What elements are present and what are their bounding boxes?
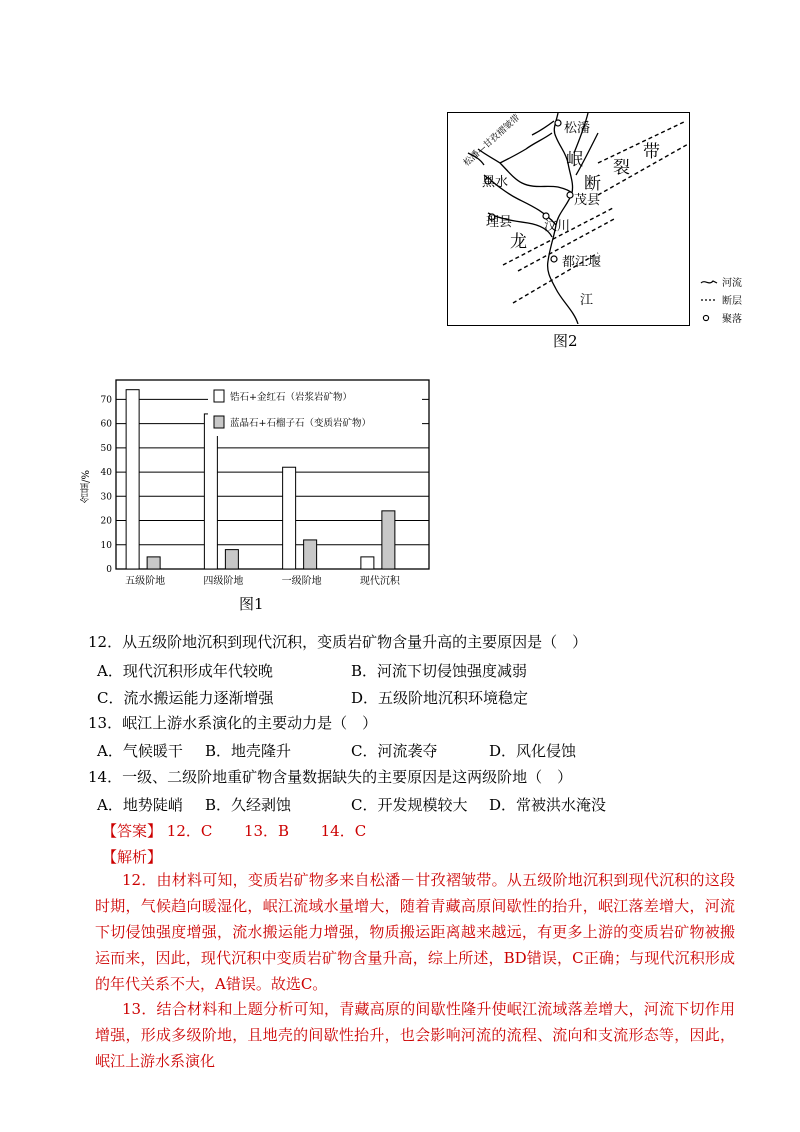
bar-metamorphic <box>304 540 317 569</box>
map-label-jiang: 江 <box>580 293 594 308</box>
question-14-option-a: A．地势陡峭 <box>97 796 183 814</box>
x-tick-label: 五级阶地 <box>125 576 166 587</box>
x-tick-label: 四级阶地 <box>203 576 244 587</box>
question-12-stem: 12．从五级阶地沉积到现代沉积，变质岩矿物含量升高的主要原因是（ ） <box>88 633 588 651</box>
chart-ylabel: 含量/% <box>81 470 92 503</box>
fault-lines <box>503 121 688 303</box>
analysis-paragraph-13: 13．结合材料和上题分析可知，青藏高原的间歇性隆升使岷江流域落差增大，河流下切作用增强，形成多级阶地，且地壳的间歇性抬升，也会影响河流的流程、流向和支流形态等，因此，岷江上游水系演化 <box>95 1000 735 1070</box>
legend-label: 锆石+金红石（岩浆岩矿物） <box>230 392 352 403</box>
legend-fault-label: 断层 <box>722 296 742 307</box>
legend-river <box>700 274 742 289</box>
fault-legend-icon <box>700 296 718 304</box>
map-label-wenchuan: 汶川 <box>544 219 571 234</box>
map-label-dujiangyan: 都江堰 <box>562 255 602 270</box>
bar-magmatic <box>361 557 374 569</box>
legend-swatch <box>214 390 224 402</box>
map-label-long: 龙 <box>510 232 527 252</box>
y-tick-label: 20 <box>100 516 112 527</box>
legend-settlement-label: 聚落 <box>722 314 742 325</box>
river-legend-icon <box>700 278 718 286</box>
question-12-option-b: B．河流下切侵蚀强度减弱 <box>351 662 528 680</box>
answer-14: 14．C <box>320 822 367 840</box>
legend-settlement <box>700 310 742 325</box>
map-label-min: 岷 <box>566 150 583 170</box>
bar-metamorphic <box>147 557 160 569</box>
map-label-lie: 裂 <box>613 158 630 178</box>
y-tick-label: 70 <box>100 395 112 406</box>
y-tick-label: 50 <box>100 443 112 454</box>
analysis-paragraph-12: 12．由材料可知，变质岩矿物多来自松潘－甘孜褶皱带。从五级阶地沉积到现代沉积的这段时期，气候趋向暖湿化，岷江流域水量增大，随着青藏高原间歇性的抬升，岷江落差增大，河流下切侵蚀强度增强，流水搬运能力增强，物质搬运距离越来越远，有更多上游的变质岩矿物被搬运而来，因此，现代沉积中变质岩矿物含量升高，综上所述，BD错误，C正确；与现代沉积形成的年代关系不大，A错误。故选C。 <box>95 871 735 993</box>
settlement-legend-icon <box>700 314 718 322</box>
bar-magmatic <box>283 467 296 569</box>
answer-line <box>102 820 366 841</box>
map-label-duan: 断 <box>584 174 601 194</box>
x-tick-label: 现代沉积 <box>359 576 400 587</box>
map-label-songpan: 松潘 <box>564 121 591 136</box>
question-13-stem: 13．岷江上游水系演化的主要动力是（ ） <box>88 714 378 732</box>
bar-metamorphic <box>225 550 238 569</box>
map-label-maoxian: 茂县 <box>574 193 601 208</box>
map-label-lixian: 理县 <box>486 215 513 230</box>
question-14-option-c: C．开发规模较大 <box>351 796 468 814</box>
y-tick-label: 30 <box>100 492 112 503</box>
map-figure <box>447 112 690 326</box>
question-14-option-d: D．常被洪水淹没 <box>489 796 607 814</box>
question-14-stem: 14．一级、二级阶地重矿物含量数据缺失的主要原因是这两级阶地（ ） <box>88 768 573 786</box>
answer-12: 12．C <box>166 822 213 840</box>
question-12-option-d: D．五级阶地沉积环境稳定 <box>351 689 529 707</box>
y-tick-label: 40 <box>100 468 112 479</box>
question-12-option-c: C．流水搬运能力逐渐增强 <box>97 689 274 707</box>
question-13-option-a: A．气候暖干 <box>97 742 183 760</box>
question-14-option-b: B．久经剥蚀 <box>205 796 292 814</box>
map-label-heishui: 黑水 <box>482 175 509 190</box>
bar-magmatic <box>204 414 217 569</box>
question-12-option-a: A．现代沉积形成年代较晚 <box>97 662 273 680</box>
question-13-option-b: B．地壳隆升 <box>205 742 292 760</box>
bar-chart <box>96 378 436 593</box>
answer-label: 【答案】 <box>102 822 163 840</box>
legend-swatch <box>214 416 224 428</box>
analysis-label: 【解析】 <box>102 848 163 866</box>
question-13-option-c: C．河流袭夺 <box>351 742 438 760</box>
question-13-option-d: D．风化侵蚀 <box>489 742 577 760</box>
legend-label: 蓝晶石+石榴子石（变质岩矿物） <box>230 418 371 429</box>
legend-river-label: 河流 <box>722 278 742 289</box>
map-label-dai: 带 <box>643 142 660 162</box>
y-tick-label: 60 <box>100 419 112 430</box>
y-tick-label: 10 <box>100 540 112 551</box>
y-tick-label: 0 <box>106 565 112 575</box>
bar-metamorphic <box>382 511 395 569</box>
chart-caption: 图1 <box>239 595 264 613</box>
bar-magmatic <box>126 390 139 569</box>
map-label-fold-belt: 松潘—甘孜褶皱带 <box>462 113 523 169</box>
answer-13: 13．B <box>243 822 290 840</box>
map-caption: 图2 <box>553 332 578 350</box>
x-tick-label: 一级阶地 <box>281 576 322 587</box>
legend-fault <box>700 292 742 307</box>
